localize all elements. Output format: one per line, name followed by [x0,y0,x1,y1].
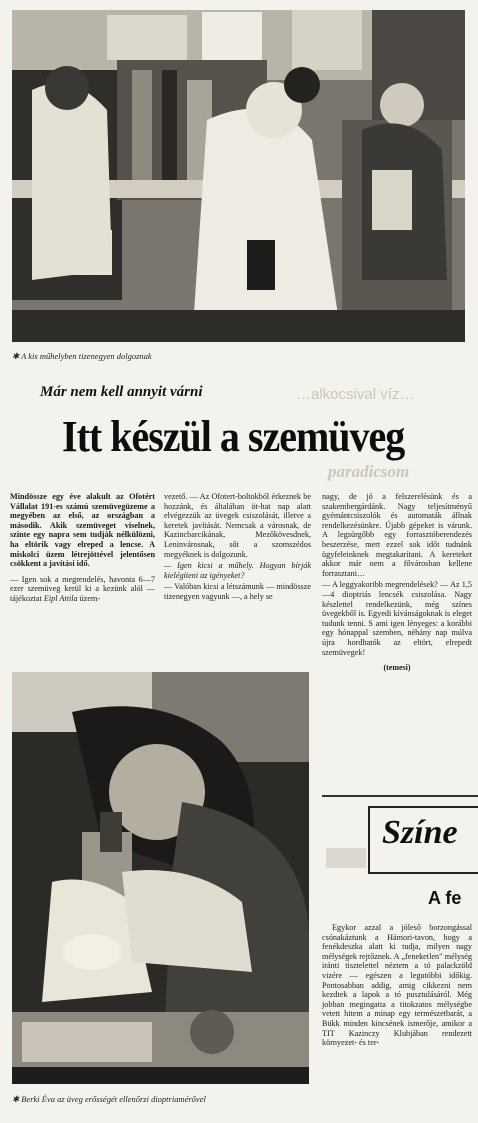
sidebar-paragraph: Egykor azzal a jóleső borzongással csónakáztunk a Hámori-tavon, hogy a fenékdeszka alatt ki tudja, milyen nagy mélységek rejtőznek. A „feneketlen" mélység iránti tisztelettel néztem a tó palackzöld vizére — egészen a legutóbbi időkig. Pontosabban addig, amig cikkezni nem kezdtek a lapok a tó pusztulásáról. Még jobban megingatta a titokzatos mélységbe vetett hitem a minap egy természetbarát, a Bükk minden kincsének ismerője, amikor a TIT Kazinczy Klubjában rendezett környezet- és ter- [322,923,472,1048]
article-lead: Mindössze egy éve alakult az Ofotért Vállalat 191-es számú szemüvegüzeme a megyében az első, az országban a második. Akik szemüveget viselnek, szinte egy napra sem tudják nélkülözni, ha eltörik vagy elreped a lencse. A miskolci üzem létrejöttével jelentősen csökkent a javítási idő. [10,492,155,569]
article-title: Itt készül a szemüveg [62,410,405,462]
article-paragraph: — Igen sok a megrendelés, havonta 6—7 ezer szemüveg kerül ki a kezünk alól — tájékoztat Eipl Attila üzem- [10,574,155,603]
article-paragraph: — A leggyakoribb megrendelések? — Az 1,5—4 dioptriás lencsék csiszolása. Nagy készlettel rendelkezünk, még színes üvegekből is. Egyedi kívánságoknak is eleget tudunk tenni. S ami igen lényeges: a korábbi egy hónappal szemben, néhány nap múlva újra hordhatók az eltört, elrepedt szemüvegek! [322,580,472,657]
article-column-1 [10,492,155,604]
article-kicker: Már nem kell annyit várni [40,384,203,400]
article-end-rule [322,795,478,797]
interview-question: — Igen kicsi a műhely. Hogyan bírják kielégíteni az igényeket? [164,561,311,580]
bottom-photo-caption: ✱ Berki Éva az üveg erősségét ellenőrzi dioptriamérővel [12,1094,206,1104]
article-paragraph: nagy, de jó a felszerelésünk és a szakembergárdánk. Nagy teljesítményű gyémántcsiszolók és automaták állnak rendelkezésünkre. Újabb gépeket is várunk. A legsürgőbb egy forrasztóberendezés beszerzése, mert ezzel sok időt tudnánk ügyfeleinknek megtakarítani. A kereteket akkor már nem a fővárosban kellene forrasztani… [322,492,472,578]
bleed-through-line: …alkocsival víz… [296,386,415,403]
article-paragraph: — Valóban kicsi a létszámunk — mindössze tizenegyen vagyunk —, a hely se [164,582,311,601]
bleed-through-word: paradicsom [328,462,410,481]
workshop-photo [12,10,465,342]
bleed-through-ghost-3 [326,848,366,868]
author-signature: (temesi) [383,663,411,673]
article-paragraph: vezető. — Az Ofotert-boltokból érkeznek be hozzánk, és általában öt-hat nap alatt elvégezzük az üvegek csiszolását, illetve a keretek javítását. Nemcsak a városnak, de Kazincbarcikának, Mezőkövesdnek, Leninvárosnak, sőt a szomszédos megyéknek is dolgozunk. [164,492,311,559]
dioptriameter-photo [12,672,309,1084]
article-column-2 [164,492,311,602]
caption-star-icon: ✱ [12,351,22,361]
sidebar-column [322,923,472,1048]
sidebar-title: Színe [382,814,458,851]
sidebar-subtitle: A fe [428,888,462,908]
top-photo-caption: ✱ A kis műhelyben tizenegyen dolgoznak [12,351,152,361]
article-column-3 [322,492,472,673]
caption-star-icon: ✱ [12,1094,22,1104]
